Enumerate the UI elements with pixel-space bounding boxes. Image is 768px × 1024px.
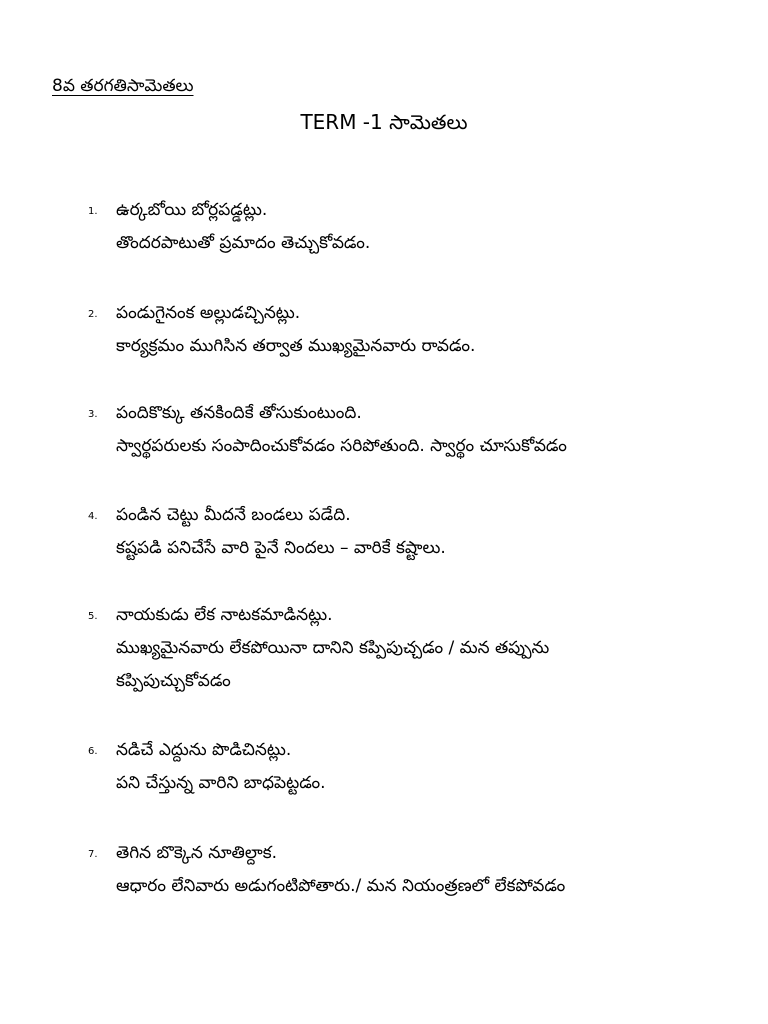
proverb-text: నడిచే ఎద్దును పొడిచినట్లు. [116,740,292,760]
meaning-text: కార్యక్రమం ముగిసిన తర్వాత ముఖ్యమైనవారు రావడం. [116,336,476,356]
item-number: 4. [88,511,98,522]
document-title: TERM -1 సామెతలు [300,110,468,134]
meaning-text: కష్టపడి పనిచేసే వారి పైనే నిందలు – వారికే కష్టాలు. [116,538,446,558]
item-number: 1. [88,206,98,217]
item-number: 7. [88,849,98,860]
proverb-text: నాయకుడు లేక నాటకమాడినట్లు. [116,605,333,625]
document-heading: 8వ తరగతిసామెతలు [52,76,194,96]
meaning-text-continued: కప్పిపుచ్చుకోవడం [116,671,231,691]
proverb-text: పండిన చెట్టు మీదనే బండలు పడేది. [116,505,351,525]
proverb-text: తెగిన బొక్కెన నూతిల్దాక. [116,843,278,863]
meaning-text: ఆధారం లేనివారు అడుగంటిపోతారు./ మన నియంత్రణలో లేకపోవడం [116,876,566,896]
proverb-text: పందికొక్కు తనకిందికే తోసుకుంటుంది. [116,403,362,423]
meaning-text: పని చేస్తున్న వారిని బాధపెట్టడం. [116,773,326,793]
proverb-text: పండుగైనంక అల్లుడచ్చినట్లు. [116,303,301,323]
item-number: 5. [88,611,98,622]
meaning-text: తొందరపాటుతో ప్రమాదం తెచ్చుకోవడం. [116,233,371,253]
item-number: 6. [88,746,98,757]
meaning-text: ముఖ్యమైనవారు లేకపోయినా దానిని కప్పిపుచ్చడం / మన తప్పును [116,638,550,658]
meaning-text: స్వార్థపరులకు సంపాదించుకోవడం సరిపోతుంది. స్వార్థం చూసుకోవడం [116,436,567,456]
item-number: 3. [88,409,98,420]
proverb-text: ఉర్కబోయి బోర్లపడ్డట్లు. [116,200,268,220]
item-number: 2. [88,309,98,320]
